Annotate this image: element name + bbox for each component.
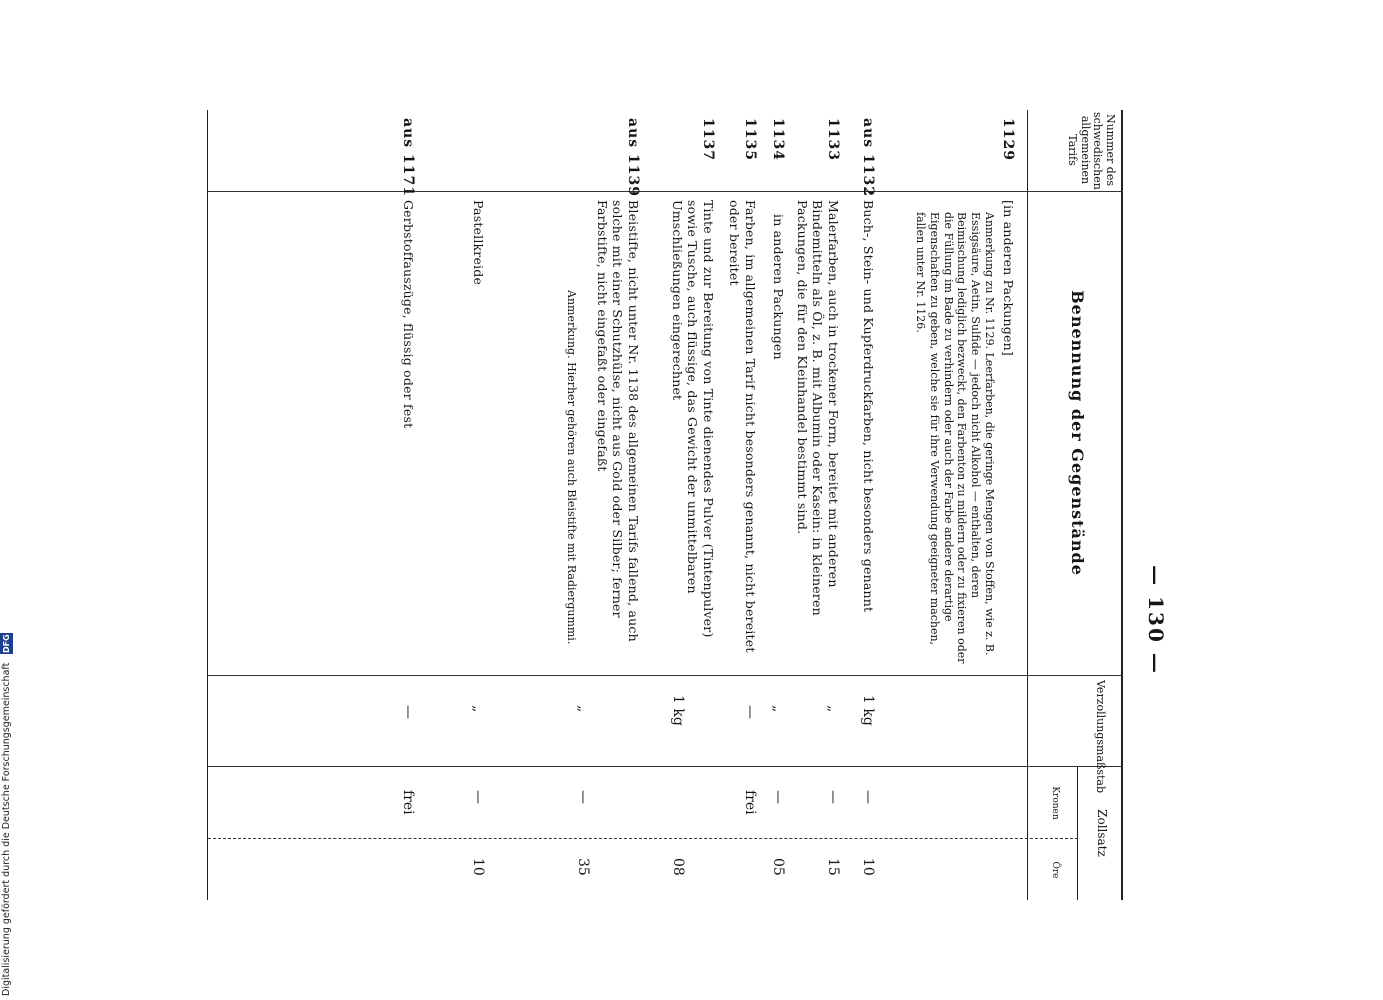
row-unit: „: [825, 705, 841, 713]
dfg-logo: DFG: [2, 633, 11, 653]
row-number: 1137: [700, 118, 716, 161]
row-unit: „: [770, 705, 786, 713]
row-oere: 05: [770, 858, 786, 876]
row-description: Bleistifte, nicht unter Nr. 1138 des allgemeinen Tarifs fallend, auch solche mit einer Schutzhülse, nicht aus Gold oder Silber; ferner Farbstifte, nicht eingefaßt oder eingefaßt: [594, 200, 641, 642]
row-kronen: frei: [742, 790, 758, 815]
row-unit: —: [400, 705, 416, 719]
row-kronen: frei: [400, 790, 416, 815]
row-description: Tinte und zur Bereitung von Tinte dienendes Pulver (Tintenpulver) sowie Tusche, auch flüssige, das Gewicht der unmittelbaren Umschließungen eingerechnet: [669, 200, 716, 638]
col-rule-4: [208, 838, 1078, 839]
row-kronen: —: [575, 790, 591, 804]
row-oere: 10: [470, 858, 486, 876]
row-description: Pastellkreide: [471, 200, 486, 286]
row-description: Gerbstoffauszüge, flüssig oder fest: [401, 200, 416, 429]
row-number: aus 1139: [625, 118, 641, 197]
row-oere: 10: [860, 858, 876, 876]
row-note: Anmerkung. Hierher gehören auch Bleistifte mit Radiergummi.: [565, 290, 578, 645]
row-oere: 08: [670, 858, 686, 876]
table-bottom-rule: [207, 110, 208, 900]
col-rule-1: [208, 191, 1123, 192]
header-duty: Zollsatz: [1095, 809, 1109, 857]
row-description: Buch-, Stein- und Kupferdruckfarben, nicht besonders genannt: [861, 200, 876, 613]
col-rule-2: [208, 675, 1123, 676]
row-unit: 1 kg: [860, 695, 876, 726]
row-oere: 15: [825, 858, 841, 876]
row-description: [in anderen Packungen]: [1001, 200, 1016, 356]
row-kronen: —: [825, 790, 841, 804]
row-number: aus 1132: [860, 118, 876, 197]
digitization-credit: [0, 606, 32, 996]
row-unit: 1 kg: [670, 695, 686, 726]
header-kronen: Kronen: [1050, 786, 1060, 820]
table-top-rule: [1121, 110, 1123, 900]
row-kronen: —: [770, 790, 786, 804]
row-number: aus 1171: [400, 118, 416, 197]
row-description: Farben, im allgemeinen Tarif nicht besonders genannt, nicht bereitet oder bereitet: [727, 200, 758, 653]
header-description: Benennung der Gegenstände: [1068, 290, 1087, 576]
row-note: Anmerkung zu Nr. 1129. Leerfarben, die geringe Mengen von Stoffen, wie z. B. Essigsäure, Aetin, Sulfide — jedoch nicht Alkohol — enthalten, deren Beimischung lediglich bezweckt, den Farbenton zu mildern oder zu fixieren oder die Füllung im Bade zu verhindern oder auch der Farbe andere derartige Eigenschaften zu geben, welche sie für ihre Verwendung geeigneter machen, fallen unter Nr. 1126.: [914, 212, 996, 664]
row-kronen: —: [470, 790, 486, 804]
duty-subheader-rule: [1077, 766, 1078, 900]
header-number: Nummer des schwedischen allgemeinen Tarifs: [1066, 112, 1117, 190]
col-rule-3: [208, 766, 1123, 767]
page-number: — 130 —: [1144, 565, 1168, 675]
header-unit: Verzollungsmaßstab: [1094, 680, 1107, 794]
header-oere: Öre: [1050, 861, 1060, 879]
row-number: 1134: [770, 118, 786, 161]
row-number: 1129: [1000, 118, 1016, 161]
row-unit: „: [575, 705, 591, 713]
row-unit: —: [742, 705, 758, 719]
rotated-document-page: [176, 0, 1206, 1000]
row-number: 1135: [742, 118, 758, 161]
row-unit: „: [470, 705, 486, 713]
row-number: 1133: [825, 118, 841, 161]
row-description: in anderen Packungen: [771, 214, 786, 360]
header-bottom-rule: [1027, 110, 1028, 900]
row-oere: 35: [575, 858, 591, 876]
credit-text: Digitalisierung gefördert durch die Deutsche Forschungsgemeinschaft: [1, 662, 12, 996]
row-kronen: —: [860, 790, 876, 804]
row-description: Malerfarben, auch in trockener Form, bereitet mit anderen Bindemitteln als Öl, z. B. mit Albumin oder Kasein: in kleineren Packungen, die für den Kleinhandel bestimmt sind.: [794, 200, 841, 616]
